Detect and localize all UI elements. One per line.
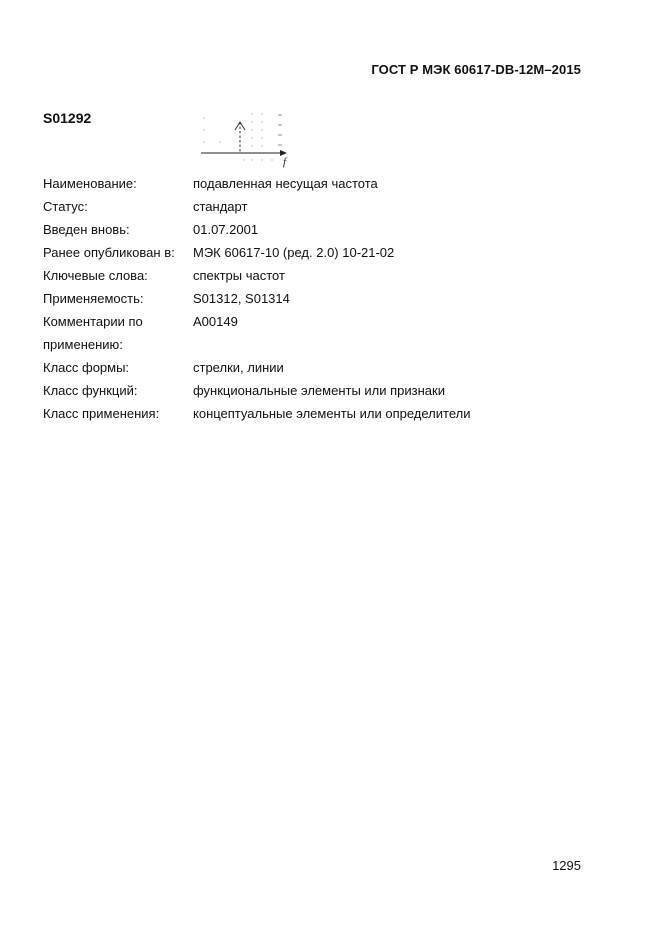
property-row-application-notes-cont — [43, 333, 603, 356]
symbol-properties — [43, 172, 603, 425]
page-number: 1295 — [552, 858, 581, 873]
property-value: концептуальные элементы или определители — [193, 406, 471, 421]
property-row-introduced — [43, 218, 603, 241]
property-row-keywords — [43, 264, 603, 287]
property-value: подавленная несущая частота — [193, 176, 378, 191]
property-row-status — [43, 195, 603, 218]
property-value: спектры частот — [193, 268, 285, 283]
suppressed-carrier-symbol-graphic — [196, 108, 292, 172]
property-label: Введен вновь: — [43, 222, 130, 237]
property-row-application-notes — [43, 310, 603, 333]
property-value: МЭК 60617-10 (ред. 2.0) 10-21-02 — [193, 245, 395, 260]
symbol-id: S01292 — [43, 110, 92, 126]
property-label: Наименование: — [43, 176, 137, 191]
property-value: стрелки, линии — [193, 360, 284, 375]
property-value: S01312, S01314 — [193, 291, 290, 306]
property-label: Класс применения: — [43, 406, 160, 421]
property-value: функциональные элементы или признаки — [193, 383, 445, 398]
property-label: Применяемость: — [43, 291, 144, 306]
symbol-right-dashes — [278, 115, 282, 145]
symbol-grid-dots — [203, 113, 272, 160]
property-label: Ранее опубликован в: — [43, 245, 175, 260]
property-row-application-class — [43, 402, 603, 425]
standard-code: ГОСТ Р МЭК 60617-DB-12M–2015 — [371, 62, 581, 77]
property-label: применению: — [43, 337, 123, 352]
property-row-name — [43, 172, 603, 195]
property-label: Класс функций: — [43, 383, 138, 398]
property-value — [193, 333, 603, 356]
frequency-axis-label: f — [283, 156, 287, 168]
property-label: Класс формы: — [43, 360, 130, 375]
property-row-function-class — [43, 379, 603, 402]
property-label: Статус: — [43, 199, 88, 214]
property-value: 01.07.2001 — [193, 222, 259, 237]
property-value: A00149 — [193, 314, 238, 329]
property-label: Комментарии по — [43, 314, 143, 329]
property-row-applicability — [43, 287, 603, 310]
property-value: стандарт — [193, 199, 248, 214]
property-row-shape-class — [43, 356, 603, 379]
property-label: Ключевые слова: — [43, 268, 148, 283]
property-row-previously-published — [43, 241, 603, 264]
